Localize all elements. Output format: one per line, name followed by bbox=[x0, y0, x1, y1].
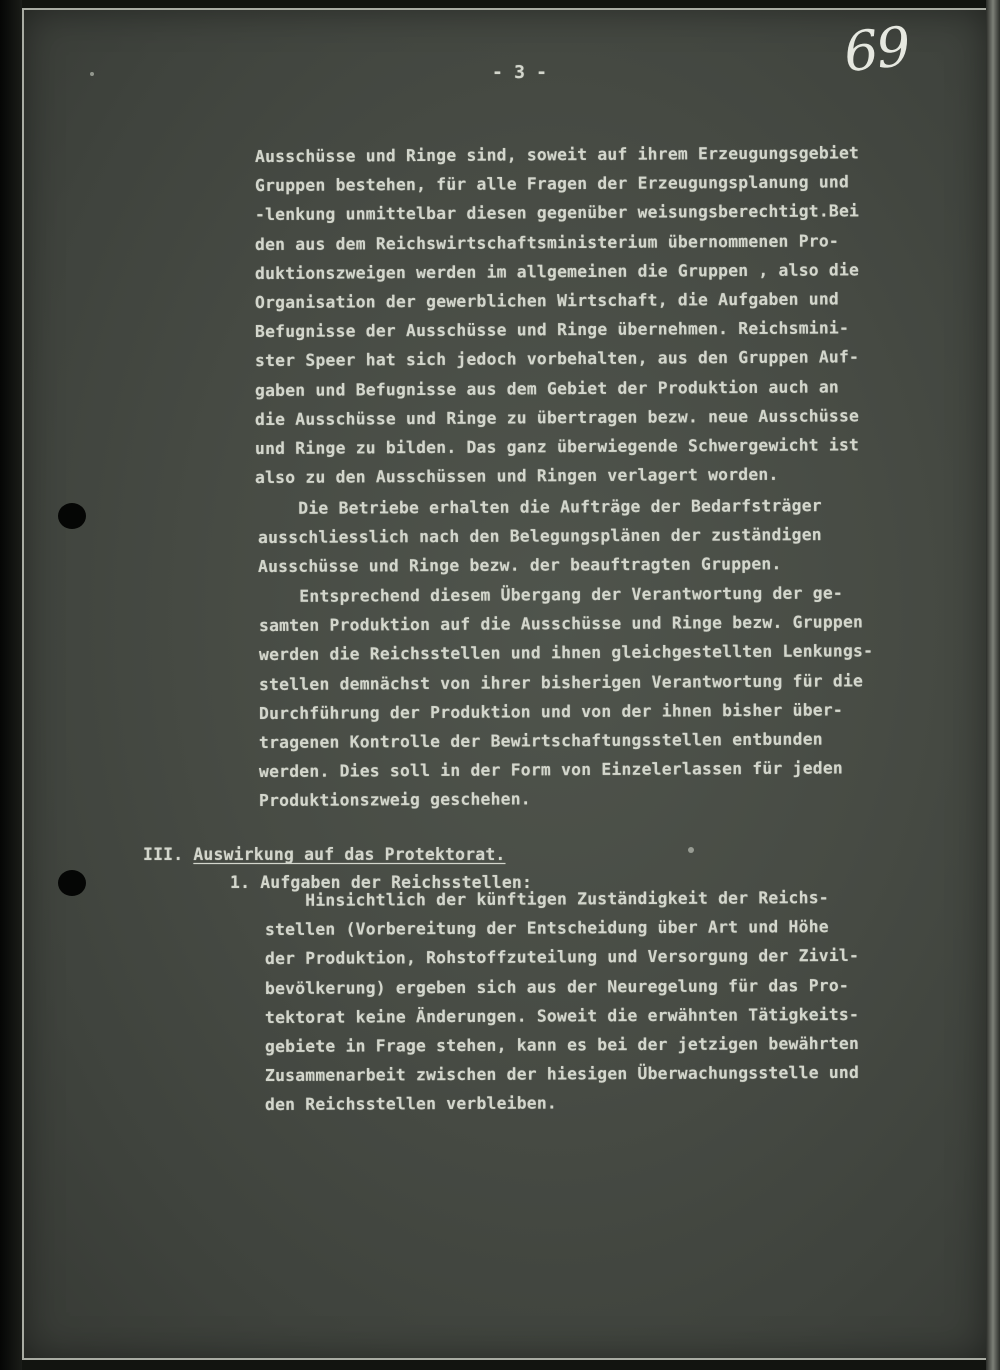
typed-line: ausschliesslich nach den Belegungsplänen der zuständigen bbox=[257, 525, 822, 548]
typed-line: der Produktion, Rohstoffzuteilung und Versorgung der Zivil- bbox=[264, 946, 860, 969]
scan-left-edge bbox=[0, 0, 22, 1370]
typed-line: werden. Dies soll in der Form von Einzelerlassen für jeden bbox=[258, 758, 844, 782]
typed-line: also zu den Ausschüssen und Ringen verlagert worden. bbox=[254, 464, 779, 488]
punch-hole-lower bbox=[58, 870, 86, 896]
typed-line: Durchführung der Produktion und von der ihnen bisher über- bbox=[258, 700, 844, 723]
typed-line: gaben und Befugnisse aus dem Gebiet der Produktion auch an bbox=[254, 377, 840, 400]
dust-speck bbox=[90, 72, 94, 76]
typed-line: -lenkung unmittelbar diesen gegenüber weisungsberechtigt.Bei bbox=[254, 201, 860, 225]
typed-line: tektorat keine Änderungen. Soweit die erwähnten Tätigkeits- bbox=[264, 1004, 860, 1027]
typed-line: werden die Reichsstellen und ihnen gleichgestellten Lenkungs- bbox=[258, 641, 874, 665]
section-number: III. bbox=[143, 845, 184, 864]
typed-line: Entsprechend diesem Übergang der Verantwortung der ge- bbox=[258, 583, 844, 606]
typed-line: duktionszweigen werden im allgemeinen die Gruppen , also die bbox=[254, 260, 860, 283]
typed-line: die Ausschüsse und Ringe zu übertragen bezw. neue Ausschüsse bbox=[254, 406, 860, 429]
typed-line: Produktionszweig geschehen. bbox=[258, 789, 531, 811]
punch-hole-upper bbox=[58, 503, 86, 529]
typed-line: Die Betriebe erhalten die Aufträge der Bedarfsträger bbox=[257, 496, 822, 518]
typed-line: Befugnisse der Ausschüsse und Ringe übernehmen. Reichsmini- bbox=[254, 318, 850, 342]
section-heading bbox=[143, 845, 505, 864]
page-number: - 3 - bbox=[492, 62, 548, 83]
typed-line: bevölkerung) ergeben sich aus der Neuregelung für das Pro- bbox=[264, 975, 849, 998]
typed-line: und Ringe zu bilden. Das ganz überwiegende Schwergewicht ist bbox=[254, 435, 860, 458]
subsection-heading: 1. Aufgaben der Reichsstellen: bbox=[230, 873, 533, 892]
typed-line: Hinsichtlich der künftigen Zuständigkeit der Reichs- bbox=[264, 888, 829, 910]
typed-line: tragenen Kontrolle der Bewirtschaftungsstellen entbunden bbox=[258, 729, 823, 752]
typed-line: Ausschüsse und Ringe bezw. der beauftragten Gruppen. bbox=[257, 554, 782, 577]
typed-line: stellen (Vorbereitung der Entscheidung über Art und Höhe bbox=[264, 917, 829, 940]
typed-line: den Reichsstellen verbleiben. bbox=[264, 1093, 558, 1115]
typed-line: ster Speer hat sich jedoch vorbehalten, aus den Gruppen Auf- bbox=[254, 347, 860, 371]
typed-line: den aus dem Reichswirtschaftsministerium übernommenen Pro- bbox=[254, 231, 840, 254]
dust-speck bbox=[688, 847, 694, 853]
typed-line: stellen demnächst von ihrer bisherigen Verantwortung für die bbox=[258, 670, 864, 694]
scan-right-edge bbox=[986, 0, 1000, 1370]
typed-line: Organisation der gewerblichen Wirtschaft, die Aufgaben und bbox=[254, 289, 840, 312]
typed-line: Zusammenarbeit zwischen der hiesigen Überwachungsstelle und bbox=[264, 1063, 860, 1086]
section-title: Auswirkung auf das Protektorat. bbox=[193, 845, 506, 864]
typed-line: Ausschüsse und Ringe sind, soweit auf ihrem Erzeugungsgebiet bbox=[254, 143, 860, 166]
typed-line: samten Produktion auf die Ausschüsse und Ringe bezw. Gruppen bbox=[258, 612, 864, 636]
handwritten-folio-number: 69 bbox=[840, 14, 912, 85]
typed-line: Gruppen bestehen, für alle Fragen der Erzeugungsplanung und bbox=[254, 172, 850, 196]
typed-line: gebiete in Frage stehen, kann es bei der jetzigen bewährten bbox=[264, 1033, 860, 1056]
